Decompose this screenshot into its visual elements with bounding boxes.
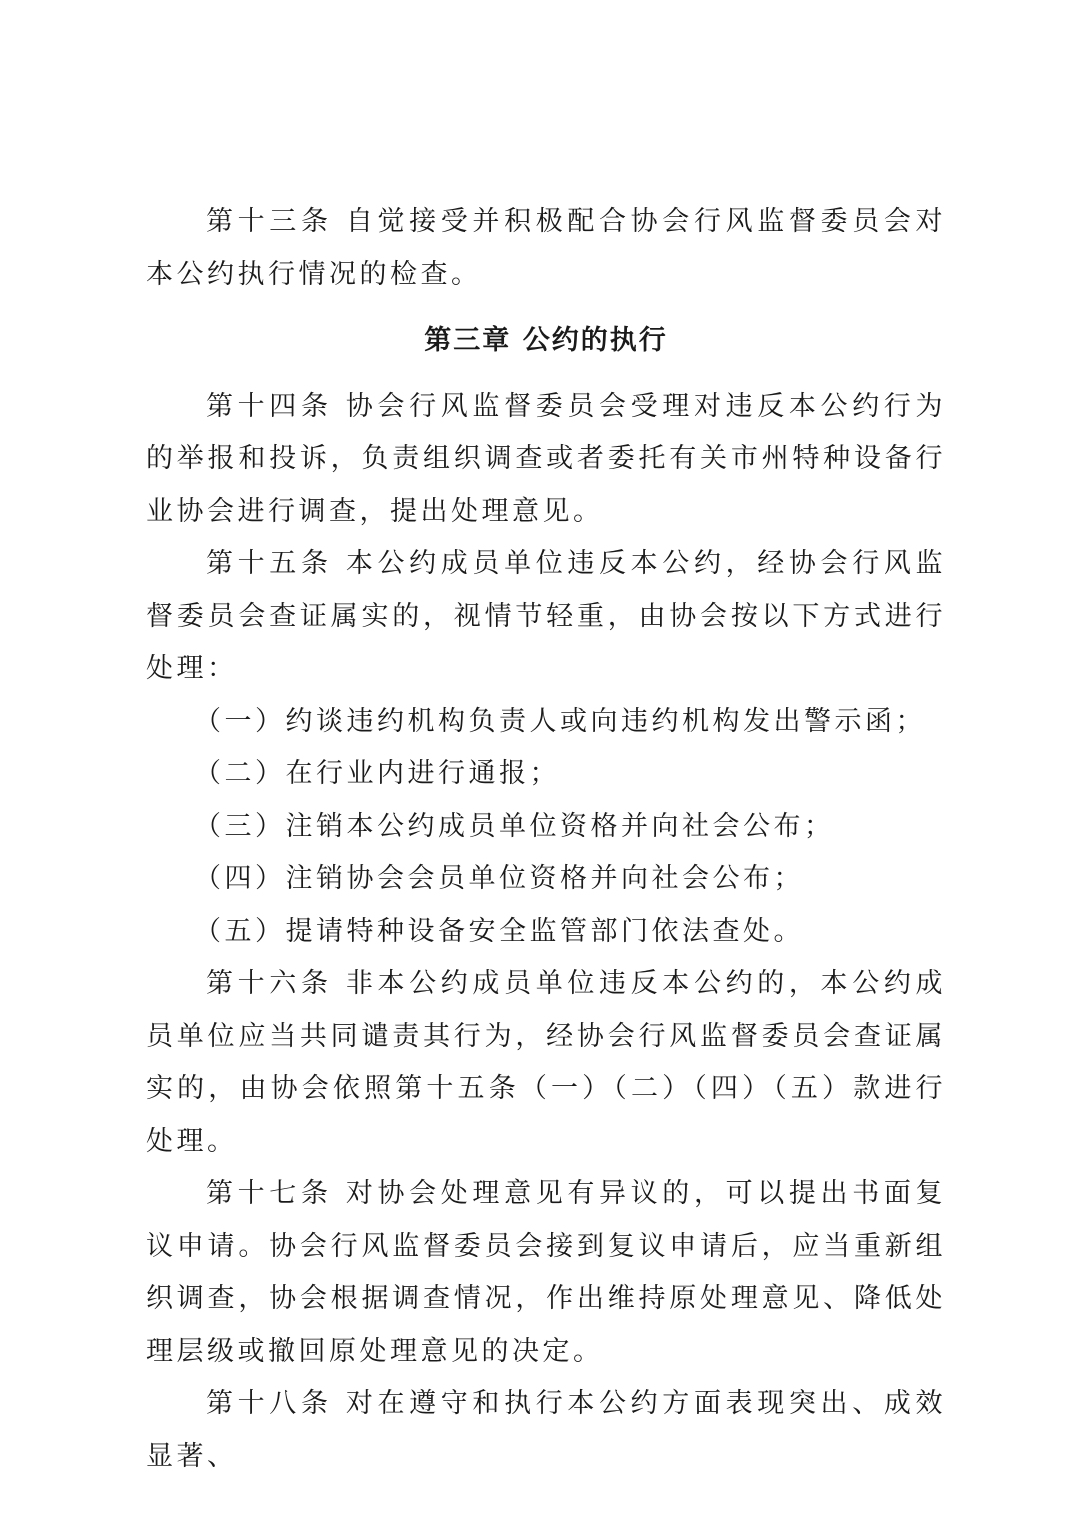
- article-15: 第十五条 本公约成员单位违反本公约，经协会行风监督委员会查证属实的，视情节轻重，由协会按以下方式进行处理：: [146, 548, 946, 684]
- article-15-item-2: （二）在行业内进行通报；: [194, 758, 560, 789]
- document-body: [146, 196, 946, 1483]
- article-14: 第十四条 协会行风监督委员会受理对违反本公约行为的举报和投诉，负责组织调查或者委托有关市州特种设备行业协会进行调查，提出处理意见。: [146, 390, 946, 527]
- chapter-title: 第三章 公约的执行: [424, 325, 668, 356]
- article-18: 第十八条 对在遵守和执行本公约方面表现突出、成效显著、: [146, 1388, 946, 1472]
- article-15-item-3: （三）注销本公约成员单位资格并向社会公布；: [194, 810, 835, 842]
- article-15-item-1: （一）约谈违约机构负责人或向违约机构发出警示函；: [194, 705, 926, 737]
- article-13: 第十三条 自觉接受并积极配合协会行风监督委员会对本公约执行情况的检查。: [146, 206, 946, 290]
- article-15-item-5: （五）提请特种设备安全监管部门依法查处。: [194, 915, 804, 947]
- article-15-item-4: （四）注销协会会员单位资格并向社会公布；: [194, 863, 804, 894]
- article-16: 第十六条 非本公约成员单位违反本公约的，本公约成员单位应当共同谴责其行为，经协会行风监督委员会查证属实的，由协会依照第十五条（一）（二）（四）（五）款进行处理。: [146, 968, 946, 1157]
- article-17: 第十七条 对协会处理意见有异议的，可以提出书面复议申请。协会行风监督委员会接到复议申请后，应当重新组织调查，协会根据调查情况，作出维持原处理意见、降低处理层级或撤回原处理意见的决定。: [146, 1178, 946, 1367]
